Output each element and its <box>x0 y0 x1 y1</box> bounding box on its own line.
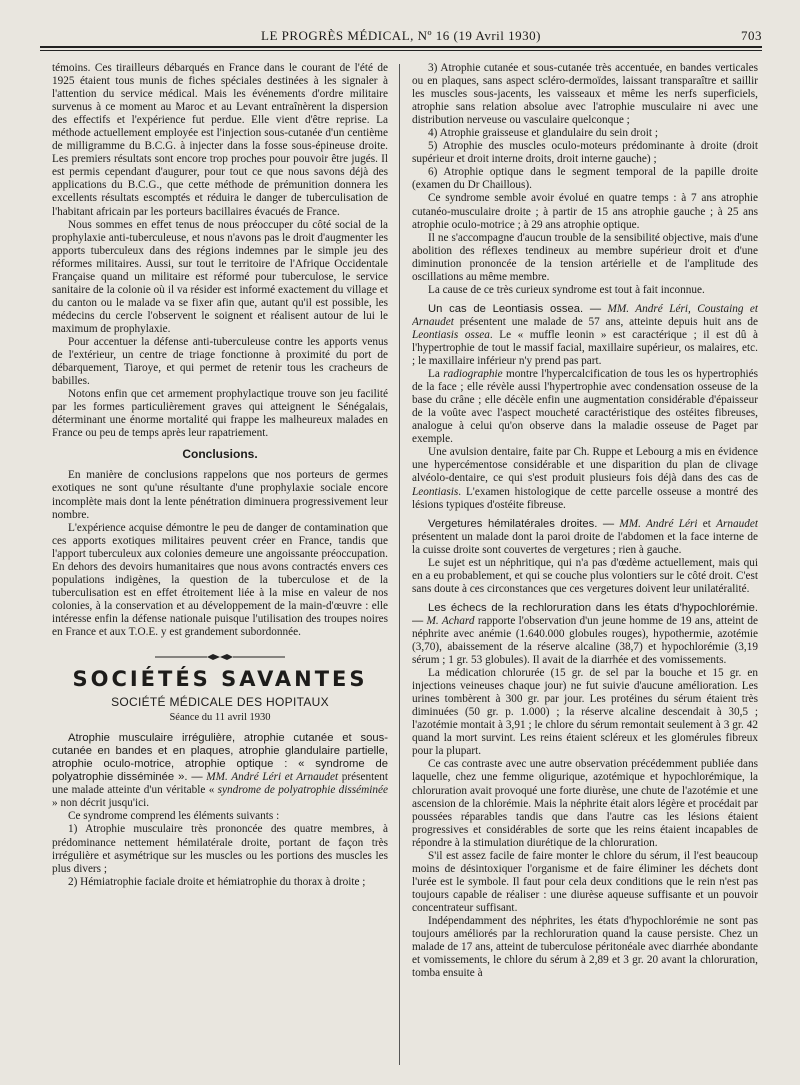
paragraph: Nous sommes en effet tenus de nous préoccuper du côté social de la prophylaxie anti-tuberculeuse, et nous n'avons pas le droit d'augmenter les apports tuberculeux dans des régions indemnes par le simple jeu des réformes militaires. Aussi, sur tout le territoire de l'Afrique Occidentale Française quand un militaire est réformé pour tuberculose, le service sanitaire de la colonie où il va résider est informé exactement du village et du canton ou le malade va se fixer afin que, autant qu'il est possible, les médecins du cercle l'observent le soignent et réalisent autour de lui le maximum de prophylaxie. <box>52 218 388 335</box>
column-divider <box>399 64 400 1065</box>
paragraph: 3) Atrophie cutanée et sous-cutanée très accentuée, en bandes verticales ou en plaques, sans aspect scléro-dermoïdes, laissant transparaître et saillir les muscles sous-jacents, les vaisseaux et même les nerfs superficiels, atrophie sans relation absolue avec l'atrophie musculaire ni avec une distribution nerveuse ou vasculaire quelconque ; <box>412 62 758 127</box>
communication-title: Un cas de Leontiasis ossea. — <box>428 302 602 315</box>
paragraph: Indépendamment des néphrites, les états d'hypochlorémie ne sont pas toujours améliorés par la rechloruration quand la cause persiste. Chez un malade de 17 ans, atteint de tuberculose péritonéale avec diarrhée abondante et vomissements, le chlore du sérum à 2,89 et 3 gr. 20 avant la chloruration, tomba ensuite à <box>412 915 758 980</box>
paragraph: Notons enfin que cet armement prophylactique trouve son jeu facilité par les formes particulièrement graves qui atteignent le Sénégalais, déterminant une énorme mortalité qui frappe les malheureux malades en France ou peu de temps après leur rapatriement. <box>52 388 388 440</box>
paragraph: Une avulsion dentaire, faite par Ch. Ruppe et Lebourg a mis en évidence une hypercémentose considérable et une disparition du plan de clivage alvéolo-dentaire, ce qui s'est produit plusieurs fois déjà dans des cas de Leontiasis. L'examen histologique de cette parcelle osseuse a montré des lésions typiques d'ostéite fibreuse. <box>412 446 758 511</box>
communication-b: Un cas de Leontiasis ossea. — MM. André Léri, Coustaing et Arnaudet présentent une malade de 57 ans, atteinte depuis huit ans de Leontiasis ossea. Le « muffle leonin » est caractérique ; il est dû à l'hypertrophie de tout le massif facial, maxillaire supérieur, os malaires, etc. ; le maxillaire inférieur n'y prend pas part. <box>412 302 758 368</box>
paragraph: La radiographie montre l'hypercalcification de tous les os hypertrophiés de la face ; elle révèle aussi l'hypertrophie avec condensation osseuse de la base du crâne ; elle décèle enfin une augmentation considérable d'épaisseur de la voûte avec l'aspect moucheté caractéristique des ostéites fibreuses, analogue à celui qu'on observe dans la maladie osseuse de Paget par exemple. <box>412 368 758 446</box>
right-column <box>412 62 758 1071</box>
communication-title: Atrophie musculaire irrégulière, atrophie cutanée et sous-cutanée en bandes et en plaques, atrophie glandulaire partielle, atrophie oculo-motrice, atrophie optique : « syndrome de polyatrophie disséminée ». — <box>52 732 388 784</box>
authors: MM. André Léri, Coustaing et Arnaudet <box>412 302 758 328</box>
conclusions-heading: Conclusions. <box>182 447 258 462</box>
paragraph: Ce cas contraste avec une autre observation précédemment publiée dans laquelle, chez une femme oligurique, azotémique et hypochlorémique, la chloruration avait provoqué une forte diurèse, une chute de l'azotémie et une ascension de la chlorémie. Mais la néphrite était alors légère et procédait par poussées réparables tandis que dans l'autre cas les lésions étaient progressives et considérables de sorte que les reins étaient incapables de répondre à la stimulation diurétique de la chloruration. <box>412 758 758 849</box>
header-rule-thin <box>40 50 762 51</box>
paragraph: En manière de conclusions rappelons que nos porteurs de germes exotiques ne sont qu'une résultante d'une prophylaxie sociale encore incomplète mais dont la lente pénétration diminuera progressivement leur nombre. <box>52 469 388 521</box>
communication-a: Atrophie musculaire irrégulière, atrophie cutanée et sous-cutanée en bandes et en plaques, atrophie glandulaire partielle, atrophie oculo-motrice, atrophie optique : « syndrome de polyatrophie disséminée ». — MM. André Léri et Arnaudet présentent une malade atteinte d'un véritable « syndrome de polyatrophie disséminée » non décrit jusqu'ici. <box>52 732 388 810</box>
paragraph: Pour accentuer la défense anti-tuberculeuse contre les apports venus de l'extérieur, un centre de triage fonctionne à proximité du port de débarquement, Tiaroye, et qui permet de retenir tous les cracheurs de babilles. <box>52 335 388 388</box>
paragraph: 4) Atrophie graisseuse et glandulaire du sein droit ; <box>428 127 658 140</box>
paragraph: 5) Atrophie des muscles oculo-moteurs prédominante à droite (droit supérieur et droit interne droits, droit interne gauche) ; <box>412 140 758 166</box>
page-header <box>40 26 762 48</box>
authors: M. Achard <box>426 614 475 627</box>
paragraph: S'il est assez facile de faire monter le chlore du sérum, il l'est beaucoup moins de désintoxiquer l'organisme et de faire éliminer les déchets dont l'urée est le symbole. Il faut pour cela deux conditions que le rein n'est pas toujours capable de réaliser : une diurèse aqueuse suffisante et un pouvoir concentrateur suffisant. <box>412 849 758 914</box>
authors: MM. André Léri <box>619 517 698 530</box>
ornament-rule-icon <box>155 651 285 663</box>
paragraph: témoins. Ces tirailleurs débarqués en France dans le courant de l'été de 1925 étaient tous munis de fiches spéciales destinées à les signaler à l'attention du service médical. Mais les événements d'ordre militaire survenus à ce moment au Maroc et au Levant entraînèrent la dispersion des effectifs et l'expérience fut perdue. Elle vient d'être reprise. La méthode actuellement employée est l'injection sous-cutanée d'un centième de milligramme du B.C.G. à injecter dans la fosse sous-épineuse droite. Les premiers résultats sont encore trop proches pour pouvoir être jugés. Il est permis cependant d'augurer, pour tout ce que nous savons déjà des applications du B.C.G., que cette méthode de prémunition donnera les excellents résultats escomptés et réduira le danger de tuberculisation de l'habitant africain par les porteurs bacillaires évacués de France. <box>52 62 388 218</box>
seance-date: Séance du 11 avril 1930 <box>169 712 271 724</box>
page-number: 703 <box>741 28 762 43</box>
paragraph: 1) Atrophie musculaire très prononcée des quatre membres, à prédominance nettement hémilatérale droite, portant de façon très irrégulière et asymétrique sur les muscles ou les portions des muscles les plus divers ; <box>52 823 388 875</box>
header-rule-thick <box>40 46 762 48</box>
communication-title: Les échecs de la rechloruration dans les états d'hypochlorémie. — <box>412 601 758 627</box>
communication-c: Vergetures hémilatérales droites. — MM. André Léri et Arnaudet présentent un malade dont la paroi droite de l'abdomen et la face interne de la cuisse droite sont couvertes de vergetures ; rien à gauche. <box>412 517 758 556</box>
authors: MM. André Léri et Arnaudet <box>206 771 339 784</box>
paragraph: 6) Atrophie optique dans le segment temporal de la papille droite (examen du Dr Chaillous). <box>412 166 758 192</box>
society-name: SOCIÉTÉ MÉDICALE DES HOPITAUX <box>111 695 329 710</box>
paragraph: 2) Hémiatrophie faciale droite et hémiatrophie du thorax à droite ; <box>68 875 366 888</box>
paragraph: Il ne s'accompagne d'aucun trouble de la sensibilité objective, mais d'une abolition des réflexes tendineux au membre supérieur droit et d'une diminution prononcée de la tension artérielle et de l'amplitude des oscillations au même membre. <box>412 231 758 283</box>
running-title: LE PROGRÈS MÉDICAL, Nº 16 (19 Avril 1930) <box>261 28 541 43</box>
paragraph: Ce syndrome comprend les éléments suivants : <box>68 810 280 823</box>
ornament-divider <box>52 651 388 663</box>
paragraph: Ce syndrome semble avoir évolué en quatre temps : à 7 ans atrophie cutanéo-musculaire droite ; à partir de 15 ans atrophie gauche ; à 25 ans atrophie oculo-motrice ; à 29 ans atrophie optique. <box>412 192 758 231</box>
left-column <box>52 62 388 1071</box>
paragraph: La médication chlorurée (15 gr. de sel par la bouche et 15 gr. en injections veineuses chaque jour) ne fut suivie d'aucune amélioration. Les urines tombèrent à 300 gr. par jour. Les protéines du sérum étaient très diminuées (50 gr. p. 1.000) ; la réserve alcaline descendait à 30,5 ; l'azotémie montait à 3,91 ; le chlore du sérum remontait seulement à 3 gr. 42 quand la mort survint. Les reins étaient scléreux et les glomérules fibreux pour la plupart. <box>412 667 758 758</box>
paragraph: Le sujet est un néphritique, qui n'a pas d'œdème actuellement, mais qui en a eu probablement, et qui se couche plus volontiers sur le côté droit. C'est sans doute à ces circonstances que ces vergetures doivent leur unilatéralité. <box>412 556 758 595</box>
communication-title: Vergetures hémilatérales droites. — <box>428 517 615 530</box>
communication-d: Les échecs de la rechloruration dans les états d'hypochlorémie. — M. Achard rapporte l'observation d'un jeune homme de 19 ans, atteint de néphrite avec anémie (1.640.000 globules rouges), hypothermie, azotémie (3,70), abaissement de la réserve alcaline (38,7) et hypochlorémie (3,19 sérum ; 1 gr. 53 globules). Il avait de la diarrhée et des vomissements. <box>412 601 758 667</box>
section-title-societes: SOCIÉTÉS SAVANTES <box>72 667 368 692</box>
paragraph: L'expérience acquise démontre le peu de danger de contamination que ces apports exotiques militaires peuvent créer en France, tandis que l'apport tuberculeux aux colonies demeure une angoissante préoccupation. En dehors des devoirs humanitaires que nous avons contractés envers ces populations indigènes, la question de la tuberculose et de la tuberculisation est en effet étroitement liée à la mise en valeur de nos colonies, à la conservation et au développement de la main-d'œuvre : elle intéresse enfin la défense nationale puisque l'utilisation des troupes noires en France et aux T.O.E. y est grandement subordonnée. <box>52 521 388 638</box>
paragraph: La cause de ce très curieux syndrome est tout à fait inconnue. <box>428 283 705 296</box>
